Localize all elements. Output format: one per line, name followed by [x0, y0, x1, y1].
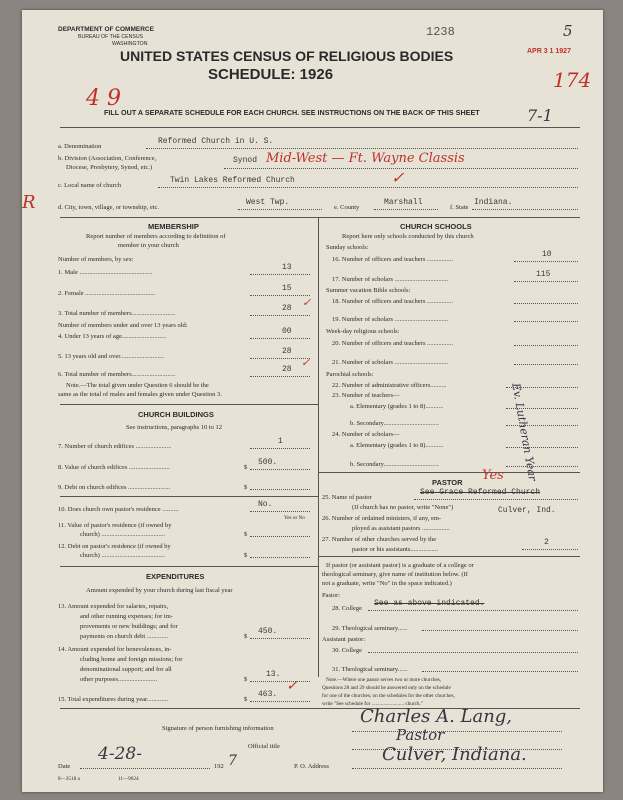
q6-label: 6. Total number of members...........................	[58, 371, 176, 378]
year-prefix: 192	[214, 763, 224, 770]
signature-value: Charles A. Lang,	[360, 706, 513, 727]
column-divider	[318, 217, 319, 677]
q1-value: 13	[282, 263, 292, 272]
q26-value: Culver, Ind.	[498, 506, 556, 515]
po-address-label: P. O. Address	[294, 763, 330, 770]
q6-value: 28	[282, 365, 292, 374]
q16-label: 16. Number of officers and teachers ................	[332, 256, 453, 263]
county-label: e. County	[334, 204, 360, 211]
expenditures-heading: EXPENDITURES	[146, 572, 205, 581]
date-label: Date	[58, 763, 71, 770]
division-label: b. Division (Association, Conference,	[58, 155, 157, 162]
q10-label: 10. Does church own pastor's residence ..........	[58, 506, 179, 513]
po-address-value: Culver, Indiana.	[382, 744, 527, 765]
q5-value: 28	[282, 347, 292, 356]
official-title-label: Official title	[248, 743, 280, 750]
q19-label: 19. Number of scholars .................................	[332, 316, 449, 323]
q8-value: 500.	[258, 458, 278, 467]
instructions-line: FILL OUT A SEPARATE SCHEDULE FOR EACH CHURCH. SEE INSTRUCTIONS ON THE BACK OF THIS SHEET	[104, 108, 480, 117]
q22-label: 22. Number of administrative officers..........	[332, 382, 447, 389]
form-title: UNITED STATES CENSUS OF RELIGIOUS BODIES	[120, 48, 454, 64]
members-by-sex-label: Number of members, by sex:	[58, 256, 134, 263]
q15-label: 15. Total expenditures during year.............	[58, 696, 168, 703]
q3-label: 3. Total number of members...........................	[58, 310, 176, 317]
q8-label: 8. Value of church edifices .........................	[58, 464, 170, 471]
membership-footnote-2: same as the total of males and females given under Question 3.	[58, 391, 222, 398]
q28-label: 28. College	[332, 605, 362, 612]
margin-note: Ev. Lutheran Year	[509, 382, 540, 483]
state-value: Indiana.	[474, 198, 513, 207]
q7-label: 7. Number of church edifices ......................	[58, 443, 172, 450]
q3-value: 28	[282, 304, 292, 313]
form-schedule: SCHEDULE: 1926	[208, 66, 334, 83]
q24-label: 24. Number of scholars—	[332, 431, 400, 438]
q13-label: 13. Amount expended for salaries, repairs,	[58, 603, 169, 610]
handwritten-number-right: 174	[553, 68, 592, 92]
membership-footnote: Note.—The total given under Question 6 should be the	[66, 382, 209, 389]
age-label: Number of members under and over 13 years old:	[58, 322, 188, 329]
handwritten-r: R	[22, 192, 36, 213]
expenditures-note: Amount expended by your church during last fiscal year	[86, 587, 233, 594]
q28-value: See as above indicated.	[374, 599, 485, 608]
form-number: 1238	[426, 25, 455, 39]
q14-label: 14. Amount expended for benevolences, in-	[58, 646, 172, 653]
q31-label: 31. Theological seminary......	[332, 666, 408, 673]
county-value: Marshall	[384, 198, 423, 207]
q10-value: No.	[258, 500, 273, 509]
yes-or-no-caption: Yes or No	[284, 515, 305, 521]
q29-label: 29. Theological seminary......	[332, 625, 408, 632]
year-value: 7	[228, 753, 237, 769]
q2-value: 15	[282, 284, 292, 293]
q18-label: 18. Number of officers and teachers ................	[332, 298, 453, 305]
schools-note: Report here only schools conducted by this church	[342, 233, 474, 240]
q20-label: 20. Number of officers and teachers ................	[332, 340, 453, 347]
q4-value: 00	[282, 327, 292, 336]
membership-heading: MEMBERSHIP	[148, 222, 199, 231]
q15-value: 463.	[258, 690, 278, 699]
q27-label: 27. Number of other churches served by the	[322, 536, 437, 543]
handwritten-seven: 7-1	[527, 106, 553, 125]
q21-label: 21. Number of scholars .................................	[332, 359, 449, 366]
q16-value: 10	[542, 250, 552, 259]
city-township-label: d. City, town, village, or township, etc.	[58, 204, 160, 211]
q4-label: 4. Under 13 years of age...........................	[58, 333, 166, 340]
q25-label: 25. Name of pastor	[322, 494, 372, 501]
q17-label: 17. Number of scholars .................................	[332, 276, 449, 283]
bureau-label: BUREAU OF THE CENSUS	[78, 34, 144, 40]
handwritten-number-left: 4 9	[86, 86, 121, 111]
division-value: Mid-West — Ft. Wayne Classis	[266, 151, 465, 166]
q26-label: 26. Number of ordained ministers, if any, em-	[322, 515, 442, 522]
census-form: DEPARTMENT OF COMMERCE BUREAU OF THE CENSUS WASHINGTON 1238 APR 3 1 1927 5 UNITED STATES CENSUS OF RELIGIOUS BODIES SCHEDULE: 1926 4 9 174 FILL OUT A SEPARATE SCHEDULE FOR EACH CHURCH. SEE INSTRUCTIONS ON THE BACK OF THIS SHEET 7-1 a. Denomination Reformed Church in U. S. b. Division (Association, Conference, Diocese, Presbytery, Synod, etc.) Synod Mid-West — Ft. Wayne Classis c. Local name of church Twin Lakes Reformed Church ✓ R d. City, town, village, or township, etc. West Twp. e. County Marshall f. State Indiana. MEMBERSHIP Report number of members according to definition of member in your church Number of members, by sex: 1. Male ............................................. 13 2. Female ........................................... 15 3. Total number of members........................... 28 ✓ Number of members under and over 13 years old: 4. Under 13 years of age........................... 00 5. 13 years old and over........................... 28 6. Total number of members........................... 28 ✓ Note.—The total given under Question 6 should be the same as the total of males and females given under Question 3. CHURCH BUILDINGS See instructions, paragraphs 10 to 12 7. Number of church edifices ...................... 1 8. Value of church edifices ......................... $ 500. 9. Debt on church edifices .......................... $ 10. Does church own pastor's residence .......... No. Yes or No 11. Value of pastor's residence (if owned by church) ....................................... $ 12. Debt on pastor's residence (if owned by church) ....................................... $ EXPENDITURES Amount expended by your church during last fiscal year 13. Amount expended for salaries, repairs, and other running expenses; for im- provements or new buildings; and for payments on church debt ............. $ 450. 14. Amount expended for benevolences, in- cluding home and foreign missions; for denominational support; and for all other purposes........................ $ 13. 15. Total expenditures during year............. $ 463. ✓ CHURCH SCHOOLS Report here only schools conducted by this church Sunday schools: 16. Number of officers and teachers ................ 10 17. Number of scholars ................................. 115 Summer vacation Bible schools: 18. Number of officers and teachers ................ 19. Number of scholars ................................. Week-day religious schools: 20. Number of officers and teachers ................ 21. Number of scholars ................................. Parochial schools: 22. Number of administrative officers.......... 23. Number of teachers— a. Elementary (grades 1 to 8)........... b. Secondary.................................. 24. Number of scholars— a. Elementary (grades 1 to 8)........... b. Secondary.................................. Ev. Lutheran Year PASTOR Yes 25. Name of pastor See Grace Reformed Church (If church has no pastor, write "None") 26. Number of ordained ministers, if any, em- ployed as assistant pastors ................. Culver, Ind. 27. Number of other churches served by the pastor or his assistants................. 2 If pastor (or assistant pastor) is a graduate of a college or theological seminary, give name of institution below. (If not a graduate, write "No" in the space indicated.) Pastor: 28. College See as above indicated. 29. Theological seminary...... Assistant pastor: 30. College 31. Theological seminary...... Note.—Where one pastor serves two or more churches, Questions 28 and 29 should be answered only on the schedule for one of the churches; on the schedules for the other churches, write "See schedule for ......................... church." Signature of person furnishing information Charles A. Lang, Official title Pastor Date 4-28- 192 7 P. O. Address Culver, Indiana. 8—3518 a 11—9624	[22, 10, 603, 792]
q14-value: 13.	[266, 670, 281, 679]
corner-mark: 5	[563, 22, 573, 40]
q11-label: 11. Value of pastor's residence (if owned by	[58, 522, 172, 529]
q2-label: 2. Female ...........................................	[58, 290, 156, 297]
print-code: 11—9624	[118, 776, 139, 782]
checkmark-local-name: ✓	[391, 168, 405, 187]
department-label: DEPARTMENT OF COMMERCE	[58, 26, 154, 33]
denomination-value: Reformed Church in U. S.	[158, 137, 274, 146]
received-stamp: APR 3 1 1927	[527, 48, 571, 55]
date-value: 4-28-	[98, 744, 142, 764]
q1-label: 1. Male .............................................	[58, 269, 153, 276]
official-title-value: Pastor	[396, 726, 445, 744]
division-label-2: Diocese, Presbytery, Synod, etc.)	[66, 164, 153, 171]
q27-value: 2	[544, 538, 549, 547]
membership-note: Report number of members according to definition of	[86, 233, 226, 240]
division-synod: Synod	[233, 156, 258, 165]
membership-note-2: member in your church	[118, 242, 179, 249]
pastor-heading: PASTOR	[432, 478, 463, 487]
q7-value: 1	[278, 437, 283, 446]
q13-value: 450.	[258, 627, 278, 636]
local-name-value: Twin Lakes Reformed Church	[170, 176, 295, 185]
q25-value: See Grace Reformed Church	[420, 488, 541, 497]
city-label: WASHINGTON	[112, 41, 148, 47]
form-code: 8—3518 a	[58, 776, 80, 782]
q9-label: 9. Debt on church edifices ..........................	[58, 484, 171, 491]
header-rule	[60, 127, 580, 128]
city-township-value: West Twp.	[246, 198, 290, 207]
schools-heading: CHURCH SCHOOLS	[400, 222, 472, 231]
local-name-label: c. Local name of church	[58, 182, 121, 189]
q12-label: 12. Debt on pastor's residence (if owned by	[58, 543, 171, 550]
buildings-heading: CHURCH BUILDINGS	[138, 410, 214, 419]
state-label: f. State	[450, 204, 469, 211]
denomination-label: a. Denomination	[58, 143, 102, 150]
q30-label: 30. College	[332, 647, 362, 654]
signature-label: Signature of person furnishing information	[162, 725, 274, 732]
q23-label: 23. Number of teachers—	[332, 392, 400, 399]
q5-label: 5. 13 years old and over...........................	[58, 353, 164, 360]
pastor-yes-mark: Yes	[482, 468, 504, 483]
buildings-note: See instructions, paragraphs 10 to 12	[126, 424, 223, 431]
q17-value: 115	[536, 270, 551, 279]
